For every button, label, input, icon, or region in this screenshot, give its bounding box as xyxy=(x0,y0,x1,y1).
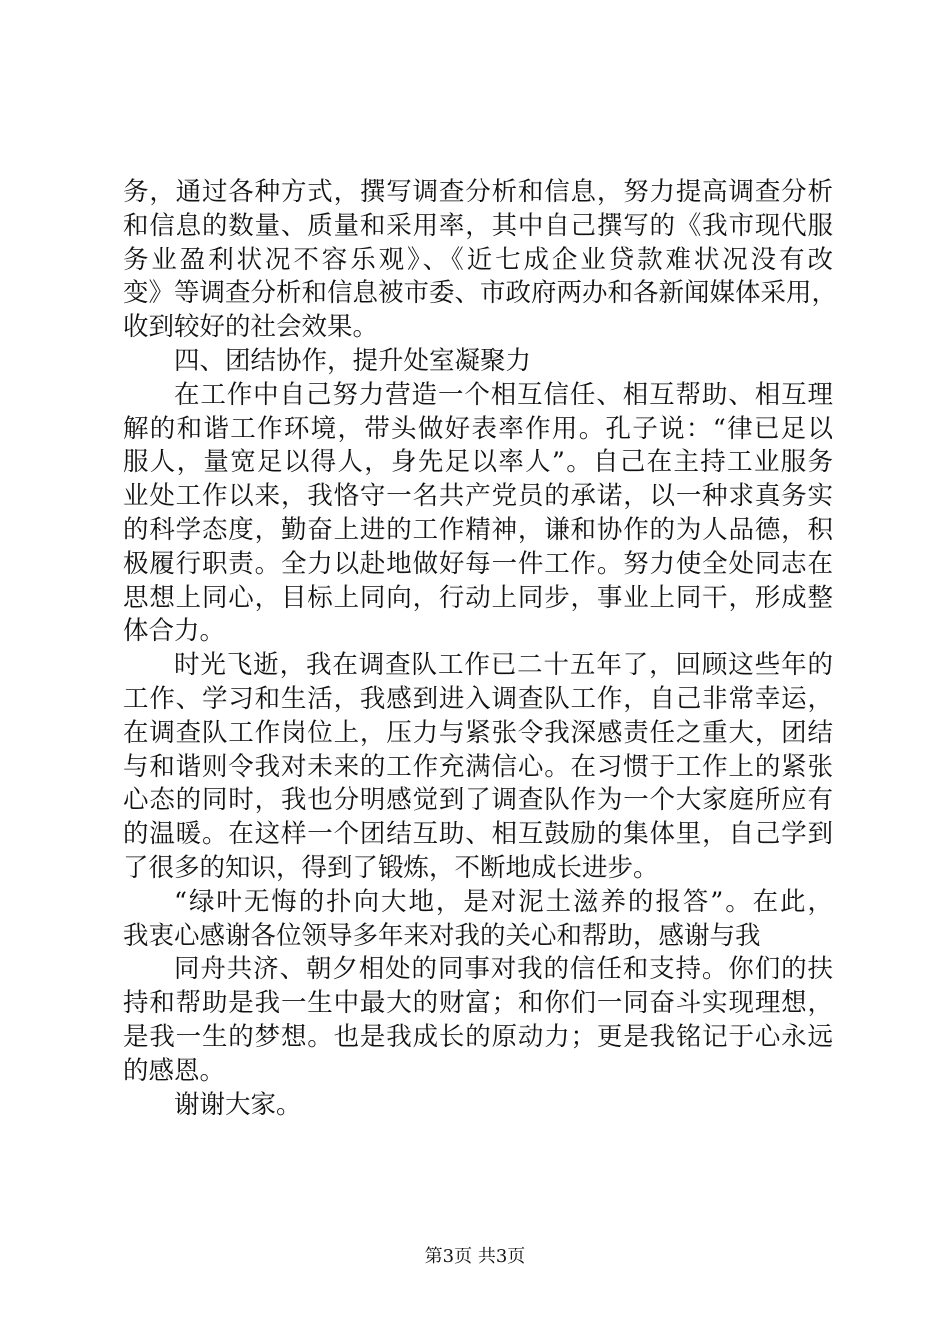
text-line: 务业盈利状况不容乐观》、《近七成企业贷款难状况没有改 xyxy=(123,244,833,275)
text-line: 体合力。 xyxy=(123,616,226,647)
text-line: 务，通过各种方式，撰写调查分析和信息，努力提高调查分析 xyxy=(123,177,833,207)
text-line: 心态的同时，我也分明感觉到了调查队作为一个大家庭所应有 xyxy=(123,785,833,816)
text-line: 在调查队工作岗位上，压力与紧张令我深感责任之重大，团结 xyxy=(123,717,833,748)
document-body xyxy=(123,176,838,1122)
text-line: 与和谐则令我对未来的工作充满信心。在习惯于工作上的紧张 xyxy=(123,751,833,782)
text-line: 极履行职责。全力以赴地做好每一件工作。努力使全处同志在 xyxy=(123,548,833,579)
text-line: 和信息的数量、质量和采用率，其中自己撰写的《我市现代服 xyxy=(123,210,833,241)
paragraph xyxy=(123,649,833,886)
closing-text: 谢谢大家。 xyxy=(174,1089,302,1120)
paragraph xyxy=(123,379,833,649)
page-number-footer: 第3页 共3页 xyxy=(424,1246,526,1267)
text-line: 收到较好的社会效果。 xyxy=(123,312,379,343)
text-line: 服人，量宽足以得人，身先足以率人”。自己在主持工业服务 xyxy=(123,447,833,478)
text-line: 思想上同心，目标上同向，行动上同步，事业上同干，形成整 xyxy=(123,582,833,613)
text-line: 的科学态度，勤奋上进的工作精神，谦和协作的为人品德，积 xyxy=(123,514,833,545)
text-line: 是我一生的梦想。也是我成长的原动力；更是我铭记于心永远 xyxy=(123,1021,833,1052)
text-line: 时光飞逝，我在调查队工作已二十五年了，回顾这些年的 xyxy=(174,650,833,681)
paragraph xyxy=(123,953,833,1088)
section-heading-text: 四、团结协作，提升处室凝聚力 xyxy=(174,345,532,376)
paragraph xyxy=(123,176,838,345)
closing-line xyxy=(123,1089,833,1123)
text-line: 工作、学习和生活，我感到进入调查队工作，自己非常幸运， xyxy=(123,683,833,714)
text-line: 解的和谐工作环境，带头做好表率作用。孔子说：“律已足以 xyxy=(123,413,833,444)
section-heading xyxy=(123,345,833,379)
text-line: 变》等调查分析和信息被市委、市政府两办和各新闻媒体采用， xyxy=(123,278,838,309)
text-line: 的感恩。 xyxy=(123,1055,226,1086)
text-line: 了很多的知识，得到了锻炼，不断地成长进步。 xyxy=(123,852,659,883)
text-line: 业处工作以来，我恪守一名共产党员的承诺，以一种求真务实 xyxy=(123,481,833,512)
text-line: “绿叶无悔的扑向大地，是对泥土滋养的报答”。在此， xyxy=(174,886,833,917)
text-line: 持和帮助是我一生中最大的财富；和你们一同奋斗实现理想， xyxy=(123,988,833,1019)
text-line: 我衷心感谢各位领导多年来对我的关心和帮助，感谢与我 xyxy=(123,920,761,951)
paragraph xyxy=(123,886,833,954)
text-line: 同舟共济、朝夕相处的同事对我的信任和支持。你们的扶 xyxy=(174,954,833,985)
text-line: 的温暖。在这样一个团结互助、相互鼓励的集体里，自己学到 xyxy=(123,819,833,850)
text-line: 在工作中自己努力营造一个相互信任、相互帮助、相互理 xyxy=(174,379,833,410)
